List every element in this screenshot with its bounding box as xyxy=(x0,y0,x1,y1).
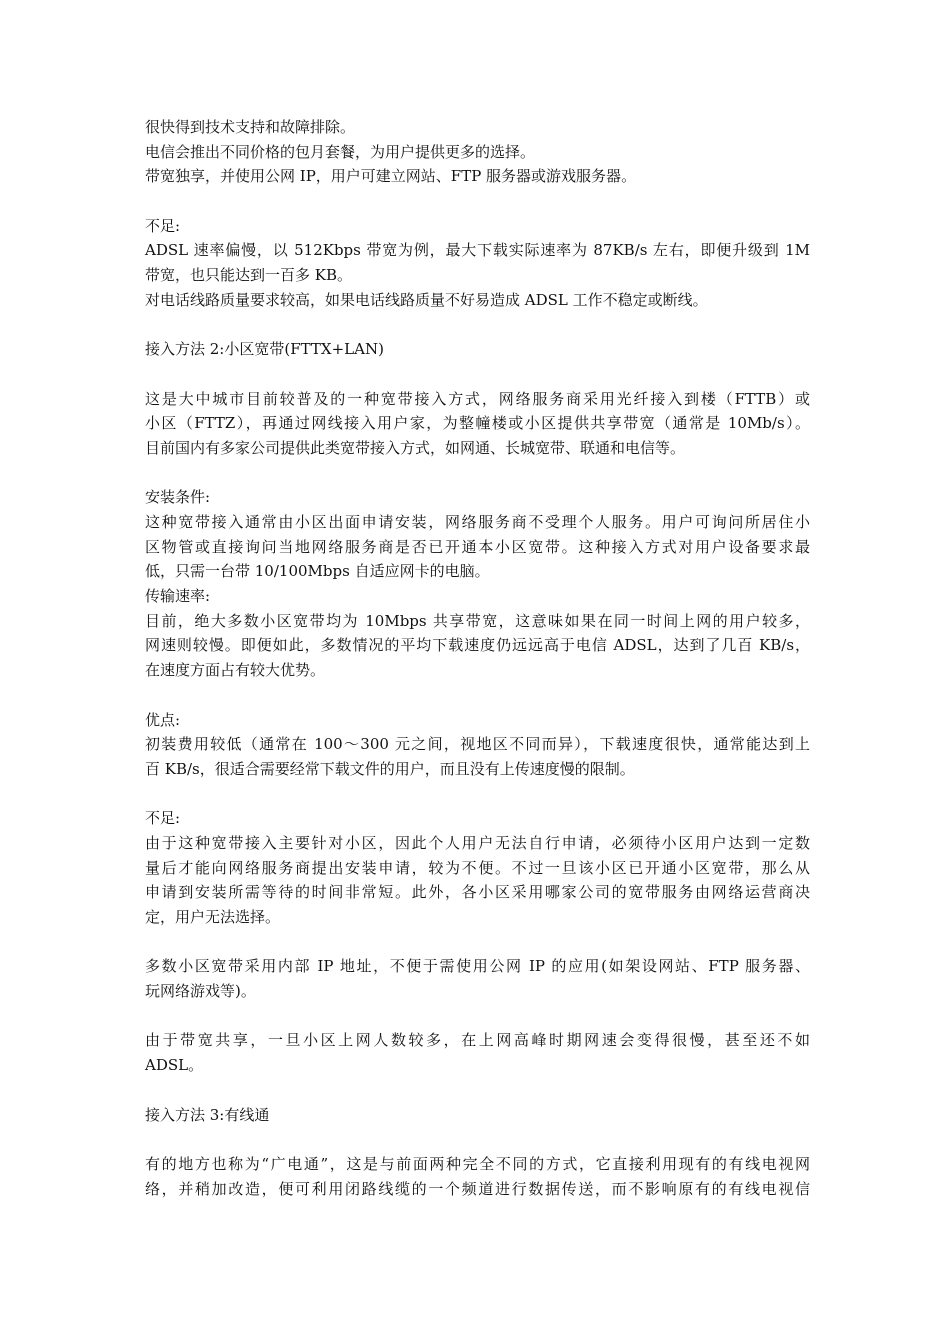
text-line: 玩网络游戏等)。 xyxy=(145,982,256,1001)
blank-line xyxy=(145,1127,810,1152)
text-line: 接入方法 3:有线通 xyxy=(145,1105,270,1124)
text-line: 对电话线路质量要求较高，如果电话线路质量不好易造成 ADSL 工作不稳定或断线。 xyxy=(145,290,708,309)
text-line: 这是大中城市目前较普及的一种宽带接入方式，网络服务商采用光纤接入到楼（FTTB）或 xyxy=(145,389,810,408)
blank-line xyxy=(145,1004,810,1029)
text-line: 这种宽带接入通常由小区出面申请安装，网络服务商不受理个人服务。用户可询问所居住小 xyxy=(145,513,810,531)
blank-line xyxy=(145,782,810,807)
text-line: 络，并稍加改造，便可利用闭路线缆的一个频道进行数据传送，而不影响原有的有线电视信 xyxy=(145,1179,810,1198)
text-line: 不足: xyxy=(145,216,181,235)
blank-line xyxy=(145,189,810,214)
text-line: 目前，绝大多数小区宽带均为 10Mbps 共享带宽，这意味如果在同一时间上网的用户较多， xyxy=(145,611,810,630)
blank-line xyxy=(145,683,810,708)
text-line: ADSL 速率偏慢，以 512Kbps 带宽为例，最大下载实际速率为 87KB/s 左右，即便升级到 1M xyxy=(145,241,810,260)
text-line: 小区（FTTZ），再通过网线接入用户家，为整幢楼或小区提供共享带宽（通常是 10Mb/s）。 xyxy=(145,414,810,433)
text-line: 申请到安装所需等待的时间非常短。此外，各小区采用哪家公司的宽带服务由网络运营商决 xyxy=(145,883,810,902)
text-line: 由于带宽共享，一旦小区上网人数较多，在上网高峰时期网速会变得很慢，甚至还不如 xyxy=(145,1031,810,1050)
blank-line xyxy=(145,461,810,486)
text-line: 初装费用较低（通常在 100～300 元之间，视地区不同而异），下载速度很快，通常能达到上 xyxy=(145,735,810,754)
blank-line xyxy=(145,930,810,955)
text-line: 很快得到技术支持和故障排除。 xyxy=(145,118,356,136)
text-line: 量后才能向网络服务商提出安装申请，较为不便。不过一旦该小区已开通小区宽带，那么从 xyxy=(145,858,810,877)
text-line: 有的地方也称为“广电通”，这是与前面两种完全不同的方式，它直接利用现有的有线电视网 xyxy=(145,1154,810,1173)
text-line: 安装条件: xyxy=(145,488,211,507)
text-line: 百 KB/s，很适合需要经常下载文件的用户，而且没有上传速度慢的限制。 xyxy=(145,759,635,778)
text-line: 带宽独享，并使用公网 IP，用户可建立网站、FTP 服务器或游戏服务器。 xyxy=(145,167,637,186)
text-line: 定，用户无法选择。 xyxy=(145,908,281,926)
text-line: 接入方法 2:小区宽带(FTTX+LAN) xyxy=(145,340,384,359)
text-line: 优点: xyxy=(145,710,181,729)
text-line: 电信会推出不同价格的包月套餐，为用户提供更多的选择。 xyxy=(145,142,536,161)
text-line: 区物管或直接询问当地网络服务商是否已开通本小区宽带。这种接入方式对用户设备要求最 xyxy=(145,537,810,556)
text-line: 在速度方面占有较大优势。 xyxy=(145,661,326,680)
text-line: 低，只需一台带 10/100Mbps 自适应网卡的电脑。 xyxy=(145,562,490,581)
text-line: 带宽，也只能达到一百多 KB。 xyxy=(145,266,352,285)
text-line: 不足: xyxy=(145,809,181,828)
blank-line xyxy=(145,362,810,387)
text-line: 由于这种宽带接入主要针对小区，因此个人用户无法自行申请，必须待小区用户达到一定数 xyxy=(145,833,810,852)
blank-line xyxy=(145,1078,810,1103)
text-line: 目前国内有多家公司提供此类宽带接入方式，如网通、长城宽带、联通和电信等。 xyxy=(145,438,686,457)
text-line: ADSL。 xyxy=(145,1056,204,1075)
blank-line xyxy=(145,313,810,338)
text-line: 多数小区宽带采用内部 IP 地址，不便于需使用公网 IP 的应用(如架设网站、FTP 服务器、 xyxy=(145,957,810,976)
text-line: 网速则较慢。即便如此，多数情况的平均下载速度仍远远高于电信 ADSL，达到了几百 KB/s， xyxy=(145,636,810,655)
document-page xyxy=(145,115,810,1201)
text-line: 传输速率: xyxy=(145,587,211,606)
